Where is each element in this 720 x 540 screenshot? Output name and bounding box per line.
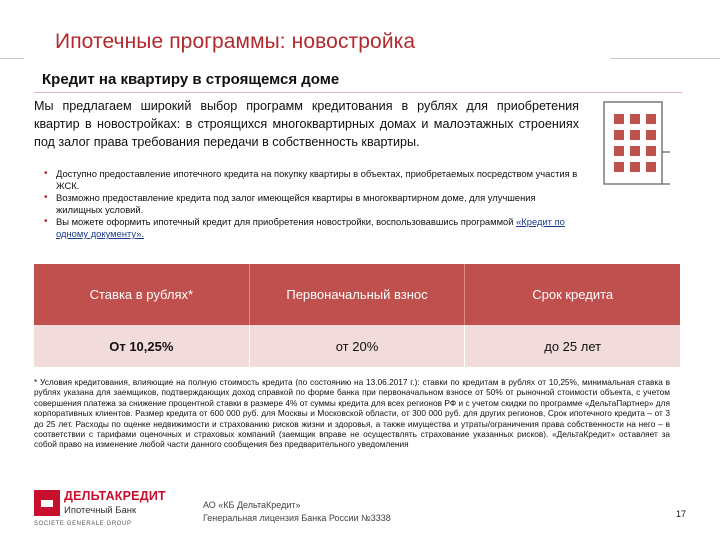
deltacredit-logo	[34, 488, 184, 534]
bullet-dot-icon: •	[44, 216, 48, 227]
value-term: до 25 лет	[464, 325, 680, 367]
one-document-program-link[interactable]: «Кредит по одному документу».	[56, 216, 565, 239]
header-rate: Ставка в рублях*	[89, 286, 194, 302]
header-down-payment: Первоначальный взнос	[249, 264, 465, 325]
footer	[203, 499, 391, 524]
bullet-item	[44, 168, 584, 192]
bullet-dot-icon: •	[44, 192, 48, 203]
footer-company: АО «КБ ДельтаКредит»	[203, 500, 301, 510]
header-left-rule	[0, 58, 24, 59]
logo-mark-icon	[34, 490, 60, 516]
footer-license: Генеральная лицензия Банка России №3338	[203, 512, 391, 523]
building-icon	[600, 100, 672, 186]
page-number: 17	[676, 509, 687, 519]
logo-group: SOCIETE GENERALE GROUP	[34, 521, 132, 527]
bullet-text: Возможно предоставление кредита под залог имеющейся квартиры в многоквартирном доме, для улучшения жилищных условий.	[56, 192, 536, 215]
logo-brand: ДЕЛЬТАКРЕДИТ	[64, 489, 166, 503]
header	[0, 0, 720, 62]
value-down-payment: от 20%	[249, 325, 465, 367]
header-term: Срок кредита	[464, 264, 680, 325]
value-rate: От 10,25%	[109, 338, 174, 354]
conditions-table	[34, 264, 680, 367]
bullet-list	[44, 168, 584, 240]
subtitle-divider	[34, 92, 682, 93]
footnote: * Условия кредитования, влияющие на полную стоимость кредита (по состоянию на 13.06.2017 г.): ставки по кредитам в рублях от 10,25%, минимальная ставка в рублях указана для заемщиков, подтверждающих доход справкой по форме банка при первоначальном взносе от 50% от рыночной стоимости объекта, с учетом совершения платежа за снижение процентной ставки в размере 4% от суммы кредита для всех регионов РФ и с учетом скидки по программе «ДельтаПартнер» для корпоративных клиентов. Размер кредита от 600 000 руб. для Москвы и Московской области, от 300 000 руб. для других регионов, Срок ипотечного кредита – от 3 до 25 лет. Расходы по оценке недвижимости и страхованию рисков жизни и здоровья, а также имущества и утраты/ограничения права собственности на него – в соответствии с тарифами оценочных и страховых компаний (заемщик вправе не осуществлять страхование указанных рисков). «ДельтаКредит» оставляет за собой право на изменение любой части данного сообщения без предварительного уведомления	[34, 377, 670, 450]
page-title: Ипотечные программы: новостройка	[55, 30, 416, 53]
header-right-rule	[610, 58, 720, 59]
bullet-text: Вы можете оформить ипотечный кредит для приобретения новостройки, воспользовавшись программой	[56, 216, 517, 227]
table-header-row	[34, 264, 680, 325]
bullet-text: Доступно предоставление ипотечного кредита на покупку квартиры в объектах, приобретаемых посредством участия в ЖСК.	[56, 168, 578, 191]
logo-subtitle: Ипотечный Банк	[64, 505, 137, 516]
section-subtitle: Кредит на квартиру в строящемся доме	[42, 71, 340, 88]
bullet-item	[44, 192, 584, 216]
intro-paragraph: Мы предлагаем широкий выбор программ кредитования в рублях для приобретения квартир в новостройках: в строящихся многоквартирных домах и малоэтажных строениях под залог права требования передачи в собственность квартиры.	[34, 99, 579, 150]
table-row	[34, 325, 680, 367]
bullet-dot-icon: •	[44, 168, 48, 179]
bullet-item	[44, 216, 584, 240]
